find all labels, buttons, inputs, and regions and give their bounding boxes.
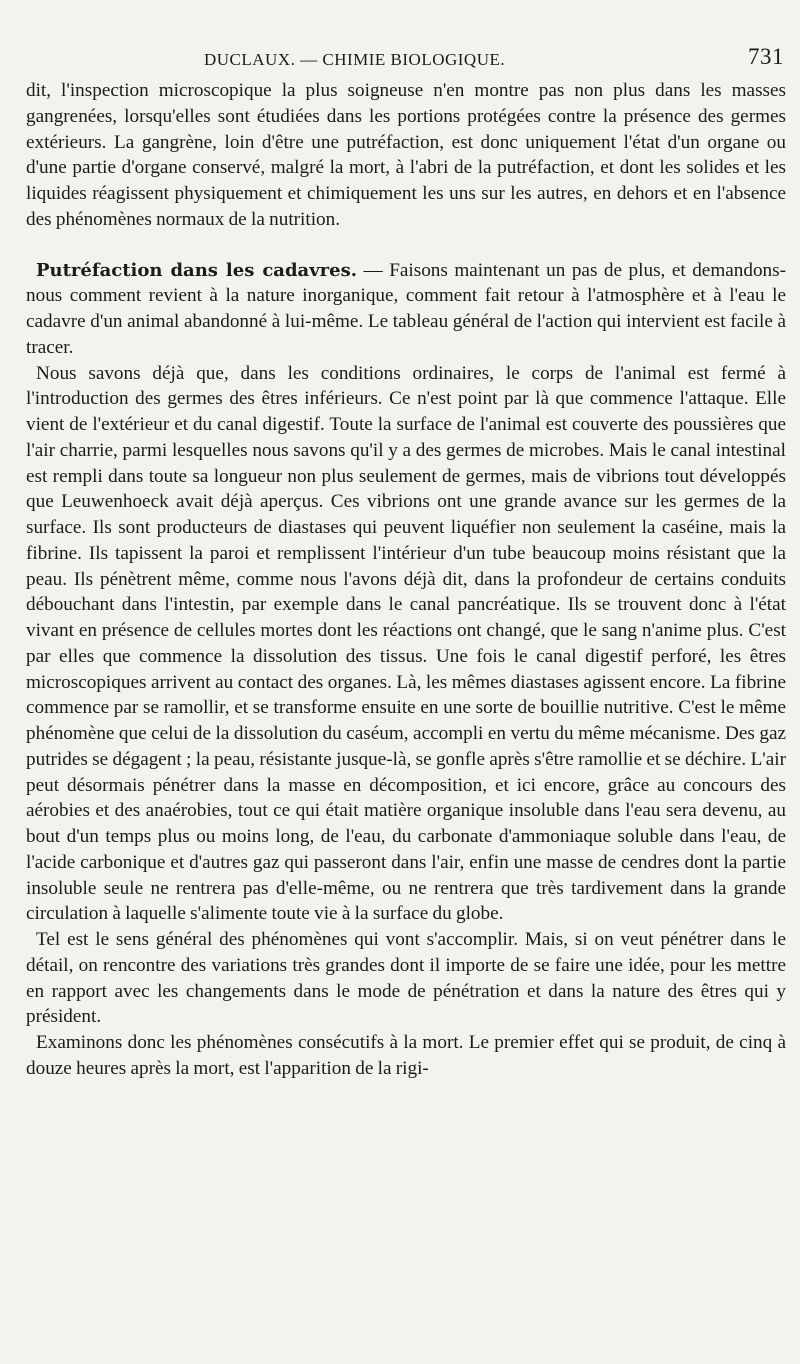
running-title: DUCLAUX. — CHIMIE BIOLOGIQUE. [204,50,506,69]
paragraph-phenomena-after-death: Examinons donc les phénomènes consécutifs à la mort. Le premier effet qui se produit, de cinq à douze heures après la mort, est l'apparition de la rigi- [26,1032,786,1079]
paragraph-gangrene: dit, l'inspection microscopique la plus soigneuse n'en montre pas non plus dans les masses gangrenées, lorsqu'elles sont étudiées dans les portions protégées contre la présence des germes extérieurs. La gangrène, loin d'être une putréfaction, est donc uniquement l'état d'un organe ou d'une partie d'organe conservé, malgré la mort, à l'abri de la putréfaction, et dont les solides et les liquides réagissent physiquement et chimiquement les uns sur les autres, en dehors et en l'absence des phénomènes normaux de la nutrition. [26,80,786,230]
body-text [26,78,786,1082]
running-header [26,44,786,76]
paragraph-putrefaction-text: — Faisons maintenant un pas de plus, et demandons-nous comment revient à la nature inorganique, comment fait retour à l'atmosphère et à l'eau le cadavre d'un animal abandonné à lui-même. Le tableau général de l'action qui intervient est facile à tracer. [26,259,786,358]
paragraph-putrefaction-intro [26,258,786,361]
paragraph-attack: Nous savons déjà que, dans les conditions ordinaires, le corps de l'animal est fermé à l'introduction des germes des êtres inférieurs. Ce n'est point par là que commence l'attaque. Elle vient de l'extérieur et du canal digestif. Toute la surface de l'animal est couverte des poussières que l'air charrie, parmi lesquelles nous savons qu'il y a des germes de microbes. Mais le canal intestinal est rempli dans toute sa longueur non plus seulement de germes, mais de vibrions tout développés que Leuwenhoeck avait déjà aperçus. Ces vibrions ont une grande avance sur les germes de la surface. Ils sont producteurs de diastases qui peuvent liquéfier non seulement la caséine, mais la fibrine. Ils tapissent la paroi et remplissent l'intérieur d'un tube beaucoup moins résistant que la peau. Ils pénètrent même, comme nous l'avons déjà dit, dans la profondeur de certains conduits débouchant dans l'intestin, par exemple dans le canal pancréatique. Ils se trouvent donc à l'état vivant en présence de cellules mortes dont les réactions ont changé, que le sang n'anime plus. C'est par elles que commence la dissolution des tissus. Une fois le canal digestif perforé, les êtres microscopiques arrivent au contact des organes. Là, les mêmes diastases agissent encore. La fibrine commence par se ramollir, et se transforme ensuite en une sorte de bouillie nutritive. C'est le même phénomène que celui de la dissolution du caséum, accompli en vertu du même mécanisme. Des gaz putrides se dégagent ; la peau, résistante jusque-là, se gonfle après s'être ramollie et se déchire. L'air peut désormais pénétrer dans la masse en décomposition, et ici encore, grâce au concours des aérobies et des anaérobies, tout ce qui était matière organique insoluble dans l'eau sera devenu, au bout d'un temps plus ou moins long, de l'eau, du carbonate d'ammoniaque soluble dans l'eau, de l'acide carbonique et d'autres gaz qui passeront dans l'air, enfin une masse de cendres dont la partie insoluble seule ne rentrera pas d'elle-même, ou ne rentrera que très tardivement dans la grande circulation à laquelle s'alimente toute vie à la surface du globe. [26,362,786,925]
paragraph-general-sense: Tel est le sens général des phénomènes qui vont s'accomplir. Mais, si on veut pénétrer dans le détail, on rencontre des variations très grandes dont il importe de se faire une idée, pour les mettre en rapport avec les changements dans le mode de pénétration et dans la nature des êtres qui y président. [26,929,786,1028]
section-heading: Putréfaction dans les cadavres. [36,259,357,281]
page-number: 731 [748,44,784,69]
